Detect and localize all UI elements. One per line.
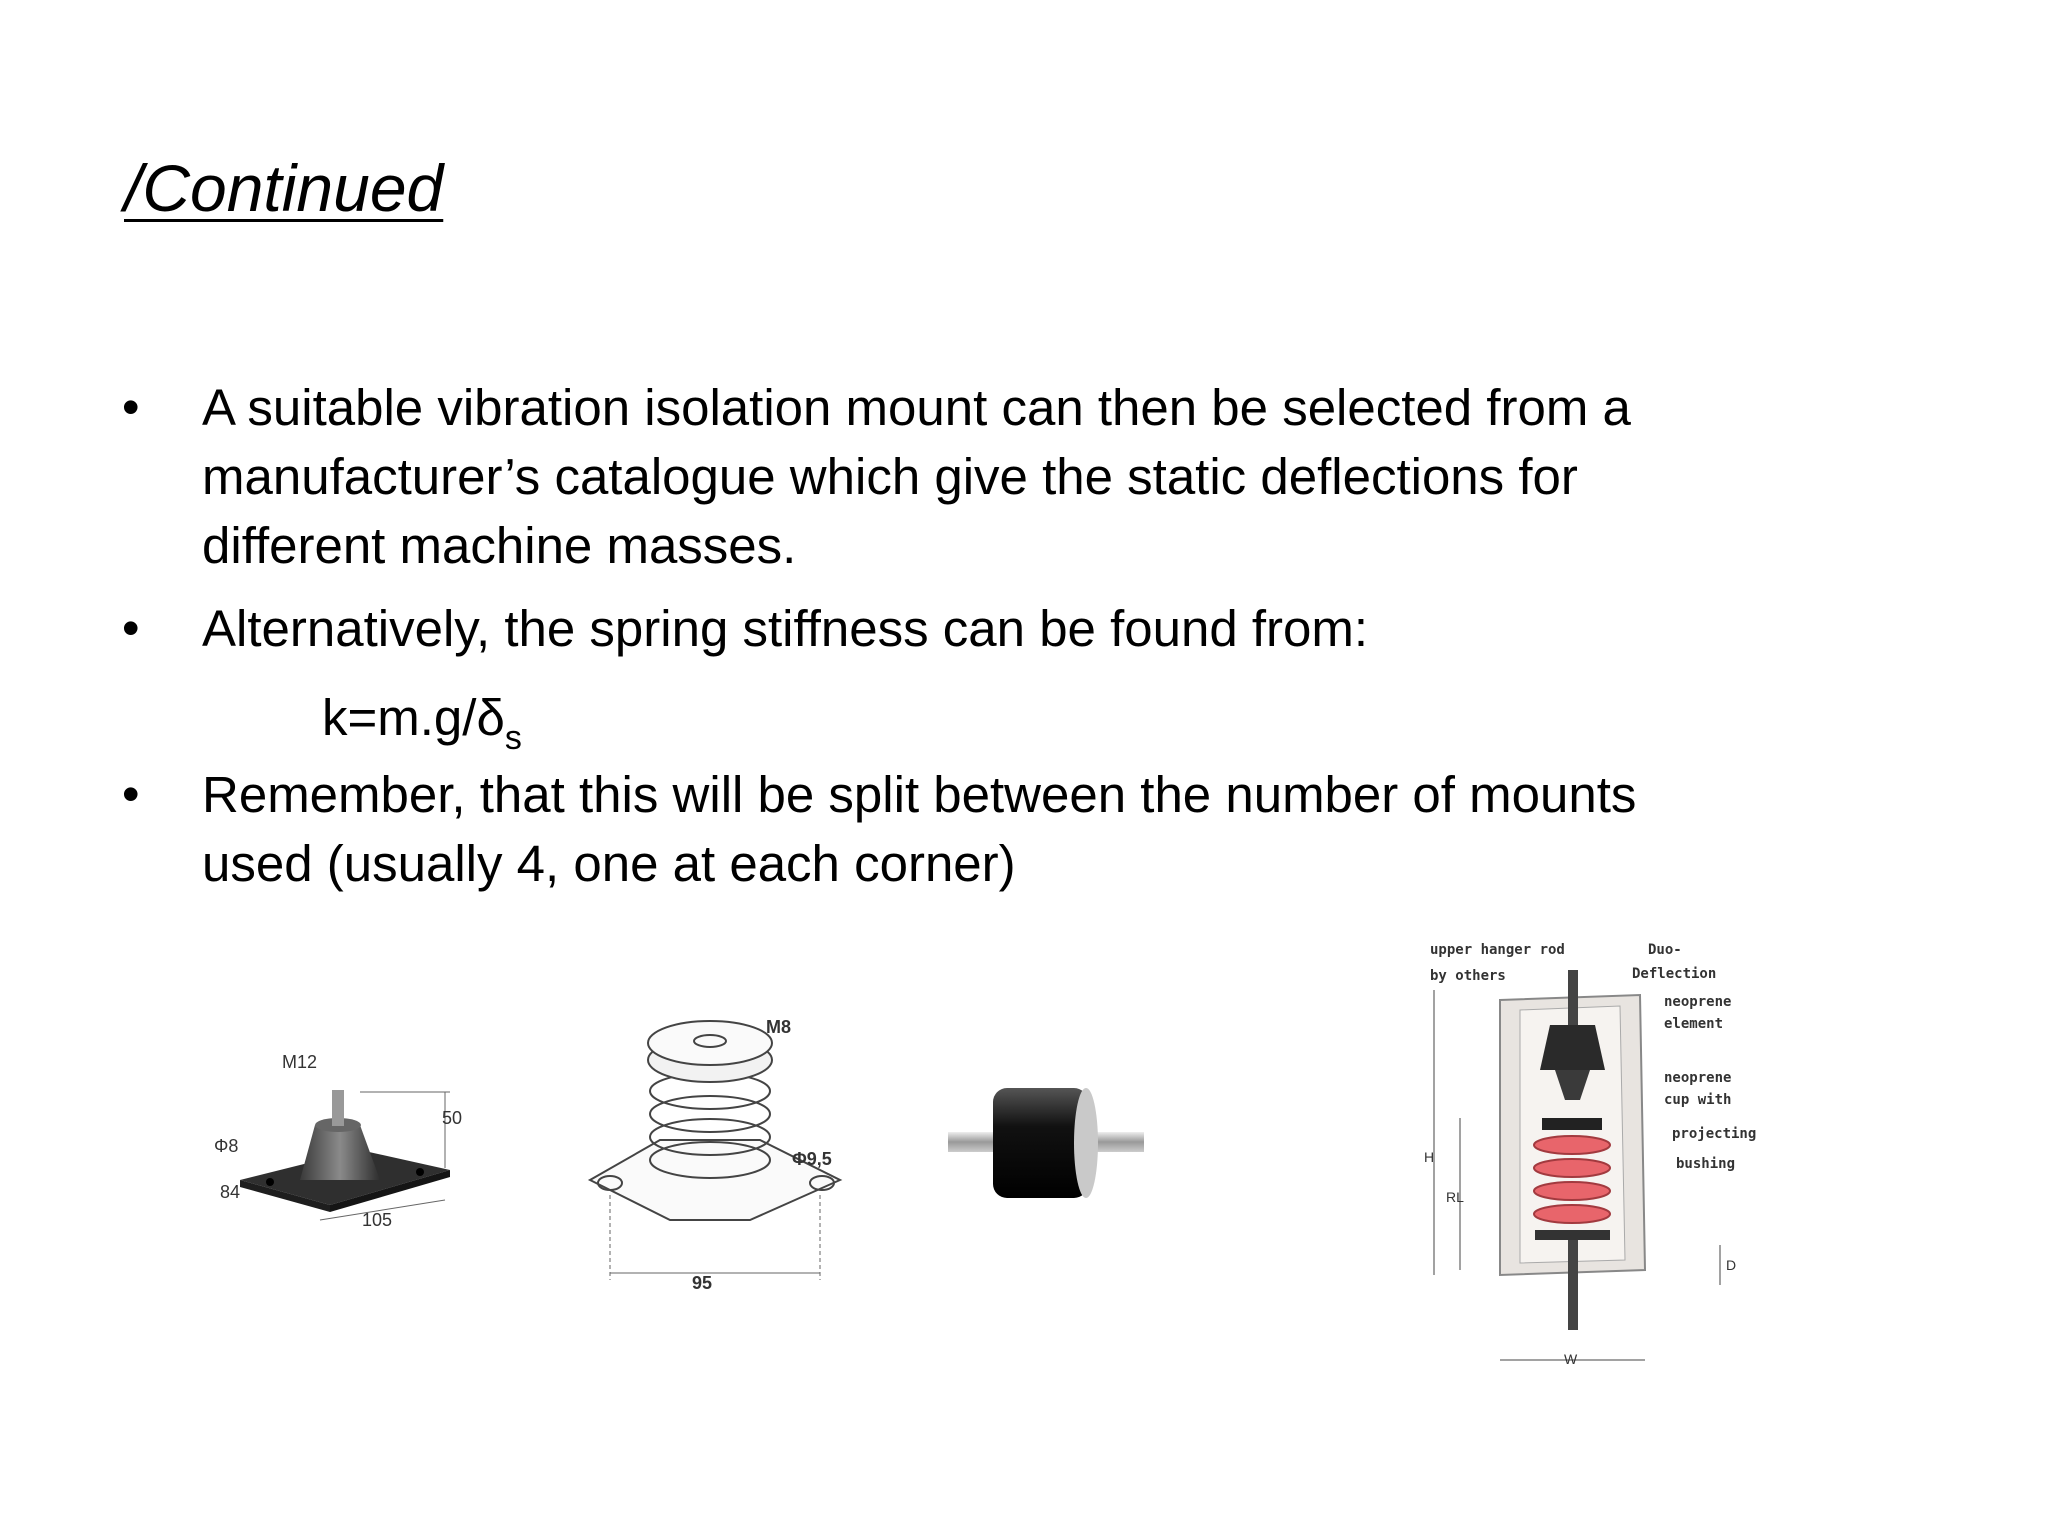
bullet-3-line-1: Remember, that this will be split between the number of mounts bbox=[202, 766, 1637, 823]
height-label: 50 bbox=[442, 1108, 463, 1128]
neoprene-element bbox=[1540, 1025, 1605, 1070]
hanger-label-8: cup with bbox=[1664, 1092, 1732, 1108]
length-label: 105 bbox=[362, 1210, 393, 1230]
dim-h-label: H bbox=[1424, 1149, 1435, 1165]
bullet-1-line-1: A suitable vibration isolation mount can then be selected from a bbox=[202, 379, 1631, 436]
spring-hanger-illustration bbox=[1420, 940, 1780, 1370]
hanger-label-7: neoprene bbox=[1664, 1070, 1732, 1086]
hanger-label-10: bushing bbox=[1676, 1156, 1736, 1172]
hanger-label-9: projecting bbox=[1672, 1126, 1757, 1142]
hanger-label-1: upper hanger rod bbox=[1430, 942, 1565, 958]
spring-hole-label: Φ9,5 bbox=[792, 1149, 832, 1169]
bullet-marker: • bbox=[122, 379, 140, 435]
spring-base-label: 95 bbox=[692, 1273, 713, 1293]
bullet-3-line-2: used (usually 4, one at each corner) bbox=[202, 835, 1016, 892]
hanger-label-6: element bbox=[1664, 1016, 1724, 1032]
slide-title: /Continued bbox=[124, 151, 444, 225]
dim-rl-label: RL bbox=[1446, 1189, 1464, 1205]
hanger-label-3: Duo- bbox=[1648, 942, 1682, 958]
width-label: 84 bbox=[220, 1182, 241, 1202]
lower-rod bbox=[1568, 1240, 1578, 1330]
neoprene-cup bbox=[1542, 1118, 1602, 1130]
rubber-mount-illustration bbox=[210, 1040, 480, 1240]
dim-w-label: W bbox=[1564, 1351, 1578, 1367]
thread-label: M12 bbox=[282, 1052, 318, 1072]
threaded-stud bbox=[332, 1090, 344, 1126]
hole-label: Φ8 bbox=[214, 1136, 239, 1156]
rubber-body bbox=[300, 1125, 380, 1180]
stiffness-formula bbox=[322, 683, 522, 759]
hanger-label-2: by others bbox=[1430, 968, 1506, 984]
rubber-cylinder bbox=[993, 1088, 1088, 1198]
upper-rod bbox=[1568, 970, 1578, 1030]
formula-main: k=m.g/δ bbox=[322, 689, 505, 746]
hanger-label-4: Deflection bbox=[1632, 966, 1717, 982]
dim-d-label: D bbox=[1726, 1257, 1737, 1273]
bullet-1-line-3: different machine masses. bbox=[202, 517, 797, 574]
spring-thread-label: M8 bbox=[766, 1017, 792, 1037]
bullet-marker: • bbox=[122, 766, 140, 822]
hanger-label-5: neoprene bbox=[1664, 994, 1732, 1010]
bobbin-mount-illustration bbox=[948, 1080, 1148, 1210]
bullet-2-line-1: Alternatively, the spring stiffness can be found from: bbox=[202, 600, 1369, 657]
bullet-marker: • bbox=[122, 600, 140, 656]
bullet-1-line-2: manufacturer’s catalogue which give the static deflections for bbox=[202, 448, 1578, 505]
end-cap bbox=[1074, 1088, 1098, 1198]
spring-mount-illustration bbox=[570, 1005, 860, 1295]
formula-subscript: s bbox=[504, 719, 522, 757]
